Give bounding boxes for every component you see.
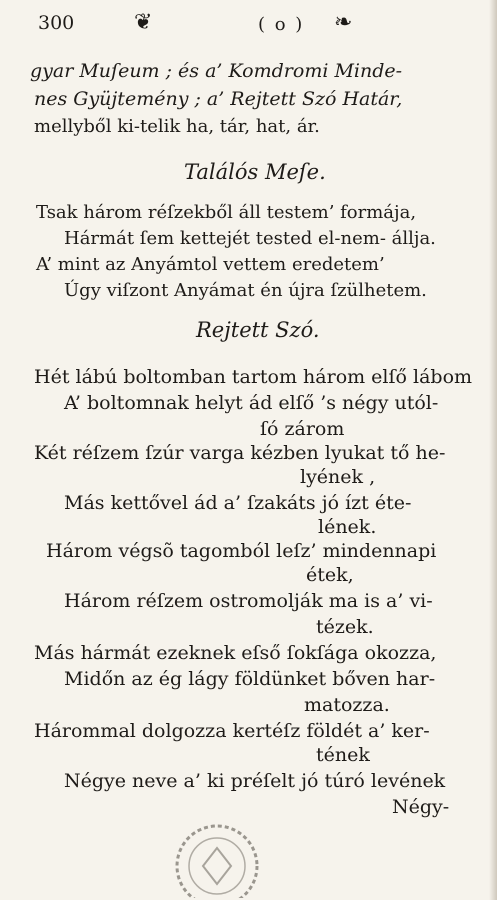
hidden-word-line-13: Midőn az ég lágy földünket bőven har- <box>64 668 436 690</box>
hidden-word-line-15: Hárommal dolgozza kertéſz földét a’ ker- <box>34 720 430 742</box>
header-center-mark: ( o ) <box>258 14 305 35</box>
section-title-hidden-word: Rejtett Szó. <box>196 318 320 342</box>
page-edge-shadow <box>489 0 497 900</box>
hidden-word-line-11: tézek. <box>316 616 374 638</box>
ornament-right-icon: ❧ <box>334 10 353 35</box>
intro-line-3: mellyből ki-telik ha, tár, hat, ár. <box>34 116 320 137</box>
intro-line-1: gyar Muſeum ; és a’ Komdromi Minde- <box>30 60 403 82</box>
hidden-word-line-16: tének <box>316 744 370 766</box>
hidden-word-line-3: ſó zárom <box>260 418 345 440</box>
catchword: Négy- <box>392 796 450 818</box>
page-header <box>22 8 475 40</box>
library-stamp-icon <box>158 806 276 898</box>
hidden-word-line-5: lyének , <box>300 466 376 488</box>
hidden-word-line-14: matozza. <box>304 694 390 716</box>
hidden-word-line-10: Három réſzem ostromolják ma is a’ vi- <box>64 590 433 612</box>
hidden-word-line-9: étek, <box>306 564 354 586</box>
hidden-word-line-4: Két réſzem ſzúr varga kézben lyukat tő he- <box>34 442 446 464</box>
hidden-word-line-2: A’ boltomnak helyt ád elſő ’s négy utól- <box>64 392 439 414</box>
intro-line-2: nes Gyüjtemény ; a’ Rejtett Szó Határ, <box>34 88 403 110</box>
hidden-word-line-6: Más kettővel ád a’ ſzakáts jó ízt éte- <box>64 492 412 514</box>
riddle-line-2: Hármát ſem kettejét tested el-nem- állja. <box>64 228 436 249</box>
hidden-word-line-17: Négye neve a’ ki préſelt jó túró levének <box>64 770 446 792</box>
riddle-line-3: A’ mint az Anyámtol vettem eredetem’ <box>36 254 385 275</box>
hidden-word-line-7: lének. <box>318 516 377 538</box>
hidden-word-line-12: Más hármát ezeknek eſső ſokſága okozza, <box>34 642 437 664</box>
section-title-riddle: Találós Meſe. <box>184 160 326 184</box>
riddle-line-4: Úgy viſzont Anyámat én újra ſzülhetem. <box>64 280 427 301</box>
riddle-line-1: Tsak három réſzekből áll testem’ formája, <box>36 202 417 223</box>
ornament-left-icon: ❦ <box>134 10 153 35</box>
hidden-word-line-1: Hét lábú boltomban tartom három elſő lábom <box>34 366 473 388</box>
page-number: 300 <box>38 12 75 34</box>
hidden-word-line-8: Három végsõ tagomból leſz’ mindennapi <box>46 540 437 562</box>
